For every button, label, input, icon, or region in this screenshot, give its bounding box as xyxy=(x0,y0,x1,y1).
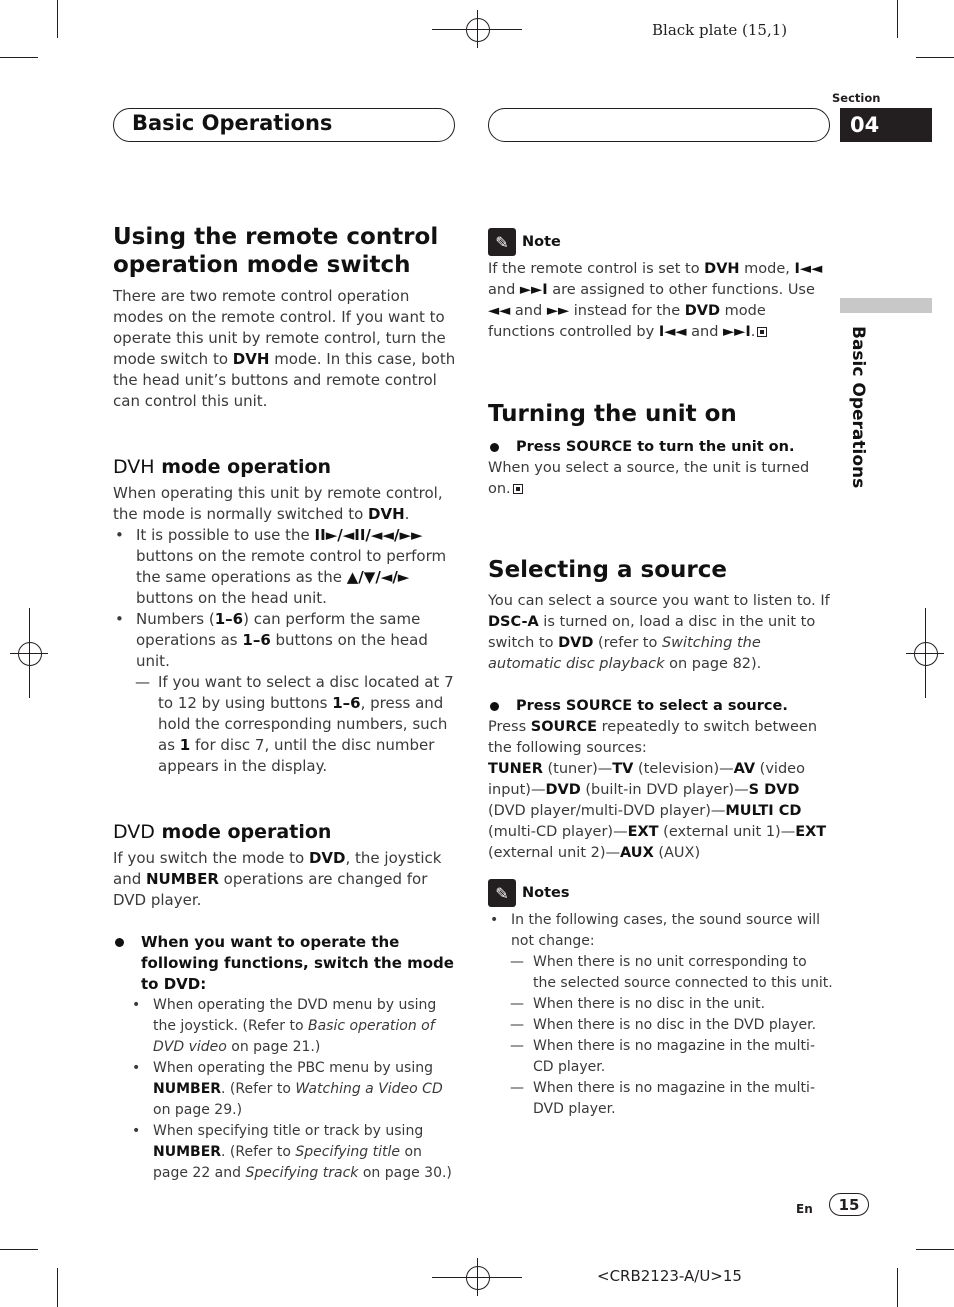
dash-icon: — xyxy=(510,996,524,1012)
list-item: • When operating the PBC menu by using NUMBER. (Refer to Watching a Video CD on page 29.) xyxy=(132,1060,443,1118)
crop-mark xyxy=(916,57,954,58)
bullet-icon: • xyxy=(132,1123,141,1139)
dash-icon: — xyxy=(135,673,150,691)
registration-mark xyxy=(914,642,938,666)
list-subitem: — When there is no unit corresponding to the selected source connected to this unit. xyxy=(510,954,833,991)
crop-mark xyxy=(916,1249,954,1250)
registration-mark xyxy=(466,1266,490,1290)
dash-icon: — xyxy=(510,1017,524,1033)
paragraph-select-intro: You can select a source you want to listen to. If DSC-A is turned on, load a disc in the unit to switch to DVD (refer to Switching the automatic disc playback on page 82). xyxy=(488,593,830,672)
list-item: • Numbers (1–6) can perform the same operations as 1–6 buttons on the head unit. xyxy=(115,610,428,670)
list-subitem: — When there is no magazine in the multi-CD player. xyxy=(510,1038,815,1075)
pencil-icon: ✎ xyxy=(488,879,516,907)
instruction-dvd: When you want to operate the following functions, switch the mode to DVD: xyxy=(113,932,457,995)
plate-label: Black plate (15,1) xyxy=(652,21,788,39)
section-title-pill xyxy=(113,108,455,142)
note-heading: ✎ Note xyxy=(488,228,834,256)
section-title: Basic Operations xyxy=(132,111,333,135)
step-bullet-icon xyxy=(490,443,499,452)
language-code: En xyxy=(796,1202,813,1216)
registration-mark xyxy=(18,642,42,666)
heading-remote-control: Using the remote control operation mode switch xyxy=(113,224,439,278)
notes-heading: ✎ Notes xyxy=(488,879,834,907)
list-item: • When specifying title or track by using NUMBER. (Refer to Specifying title on page 22 and Specifying track on page 30.) xyxy=(132,1123,452,1181)
instruction-select-source: Press SOURCE to select a source. xyxy=(488,696,834,717)
dash-icon: — xyxy=(510,1038,524,1054)
step-bullet-icon xyxy=(115,938,124,947)
paragraph-remote-intro: There are two remote control operation modes on the remote control. If you want to operate this unit by remote control, turn the mode switch to DVH mode. In this case, both the head unit’s buttons and remote control can control this unit. xyxy=(113,287,456,410)
list-subitem: — When there is no disc in the unit. xyxy=(488,994,834,1015)
dash-icon: — xyxy=(510,1080,524,1096)
crop-mark xyxy=(897,0,898,38)
paragraph-dvh: When operating this unit by remote control, the mode is normally switched to DVH. xyxy=(113,484,443,523)
bullet-icon: • xyxy=(115,526,124,544)
right-column xyxy=(488,228,834,1120)
crop-mark xyxy=(0,1249,38,1250)
bullet-icon: • xyxy=(132,997,141,1013)
left-column xyxy=(113,223,457,1184)
pencil-icon: ✎ xyxy=(488,228,516,256)
paragraph-turn-on: When you select a source, the unit is turned on. xyxy=(488,460,810,497)
paragraph-dvd: If you switch the mode to DVD, the joystick and NUMBER operations are changed for DVD player. xyxy=(113,849,442,909)
heading-dvd-mode: DVD mode operation xyxy=(113,821,332,843)
section-label: Section xyxy=(832,91,881,105)
side-tab xyxy=(840,298,932,313)
list-item: • In the following cases, the sound source will not change: xyxy=(490,912,821,949)
crop-mark xyxy=(0,57,38,58)
header-blank-pill xyxy=(488,108,830,142)
heading-selecting-source: Selecting a source xyxy=(488,557,727,583)
page-number: 15 xyxy=(829,1193,869,1216)
bullet-icon: • xyxy=(132,1060,141,1076)
document-code: <CRB2123-A/U>15 xyxy=(597,1267,742,1285)
heading-turning-on: Turning the unit on xyxy=(488,401,737,427)
registration-mark xyxy=(466,18,490,42)
list-subitem: — When there is no magazine in the multi-DVD player. xyxy=(510,1080,815,1117)
crop-mark xyxy=(897,1268,898,1307)
crop-mark xyxy=(57,0,58,38)
end-mark-icon xyxy=(513,484,523,494)
list-subitem: — If you want to select a disc located at 7 to 12 by using buttons 1–6, press and hold the corresponding numbers, such as 1 for disc 7, until the disc number appears in the display. xyxy=(135,673,454,775)
bullet-icon: • xyxy=(490,912,499,928)
source-sequence: TUNER (tuner)—TV (television)—AV (video input)—DVD (built-in DVD player)—S DVD (DVD player/multi-DVD player)—MULTI CD (multi-CD player)—EXT (external unit 1)—EXT (external unit 2)—AUX (AUX) xyxy=(488,761,827,861)
list-item: • It is possible to use the II►/◄II/◄◄/►► buttons on the remote control to perform the same operations as the ▲/▼/◄/► buttons on the head unit. xyxy=(115,526,447,607)
note-text: If the remote control is set to DVH mode, I◄◄ and ►►I are assigned to other functions. Use ◄◄ and ►► instead for the DVD mode functions controlled by I◄◄ and ►►I. xyxy=(488,261,823,340)
side-tab-label: Basic Operations xyxy=(848,326,868,489)
crop-mark xyxy=(57,1268,58,1307)
list-item: • When operating the DVD menu by using the joystick. (Refer to Basic operation of DVD video on page 21.) xyxy=(132,997,437,1055)
instruction-turn-on: Press SOURCE to turn the unit on. xyxy=(488,437,834,458)
heading-dvh-mode: DVH mode operation xyxy=(113,456,332,478)
end-mark-icon xyxy=(757,327,767,337)
section-number: 04 xyxy=(840,108,932,142)
dash-icon: — xyxy=(510,954,524,970)
bullet-icon: • xyxy=(115,610,124,628)
list-subitem: — When there is no disc in the DVD player. xyxy=(488,1015,834,1036)
step-bullet-icon xyxy=(490,702,499,711)
paragraph-press-source: Press SOURCE repeatedly to switch between the following sources: xyxy=(488,719,818,756)
